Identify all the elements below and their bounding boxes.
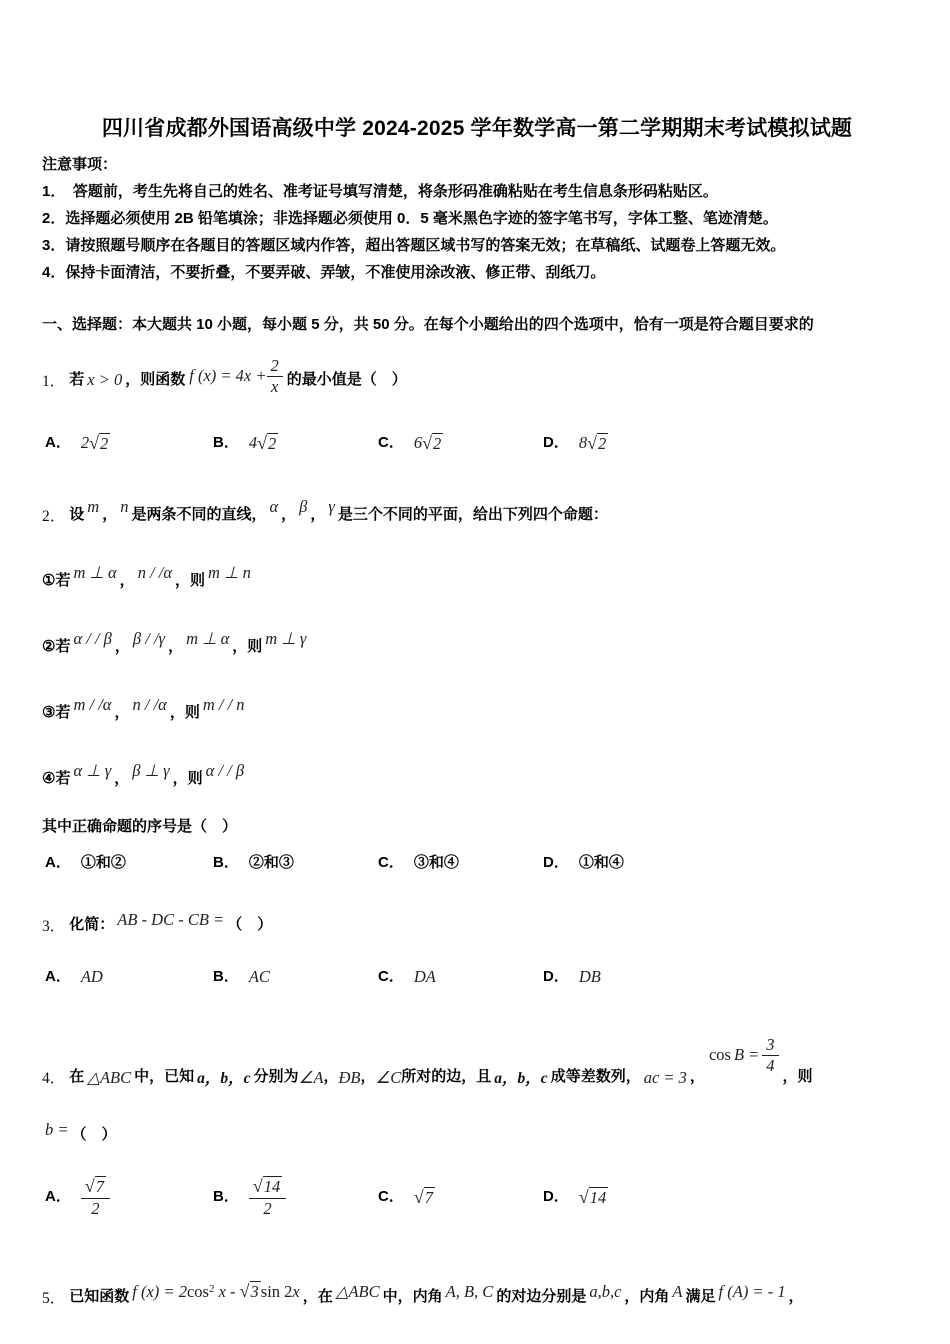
circled-number: ③ [42,704,56,721]
sqrt-radical [414,1187,435,1208]
stem-text: 的对边分别是 [496,1288,587,1305]
stem-text: ， [788,1288,804,1305]
prop-text: 若 [55,770,71,787]
math-coef: 2 [80,433,90,452]
stem-text: 满足 [685,1288,716,1305]
math-inline: △ABC [335,1282,380,1301]
sqrt-radical [422,433,443,454]
circled-number: ② [42,638,56,655]
sqrt-radical [85,1176,106,1197]
prop-text: ， [168,638,184,655]
question-number: 4． [42,1070,66,1087]
proposition-4 [42,748,912,790]
option-label: C． [378,968,404,985]
note-item-2: 2．选择题必须使用 2B 铅笔填涂；非选择题必须使用 0．5 毫米黑色字迹的签字笔书写，字体工整、笔迹清楚。 [42,210,778,227]
sqrt-sign-icon: √ [413,1186,424,1207]
sqrt-sign-icon: √ [239,1281,250,1302]
prop-text: 若 [55,572,71,589]
math-inline: x [292,1282,300,1301]
math-inline: b = [45,1120,69,1139]
radicand: 7 [424,1187,433,1207]
prop-text: 若 [55,638,71,655]
option-d [543,966,912,988]
stem-text: ， [310,506,326,523]
stem-text: 成等差数列， [550,1068,641,1085]
sqrt-sign-icon: √ [422,432,432,453]
proposition-3 [42,682,912,724]
math-inline: α ⊥ γ [73,761,112,780]
question-4-stem [42,1028,912,1088]
sqrt-radical [257,433,278,454]
cosB-formula [709,1036,779,1074]
sqrt-radical [579,1187,608,1208]
math-inline: AB - DC - CB = [117,910,225,929]
note-item-3: 3．请按照题号顺序在各题目的答题区域内作答，超出答题区域书写的答案无效；在草稿纸、试题卷上答题无效。 [42,237,786,254]
q1-formula [189,357,283,395]
prop-text: ， [114,770,130,787]
prop-text: ， [114,638,130,655]
notes-heading: 注意事项： [42,156,118,173]
radicand: 14 [263,1177,281,1197]
math-coef: 6 [413,433,423,452]
math-inline: α / / β [73,629,112,648]
option-math: DB [578,967,601,986]
question-number: 3． [42,918,66,935]
stem-text: 设 [69,506,85,523]
option-label: A． [45,968,71,985]
radicand: 2 [597,433,607,453]
option-text: ②和③ [248,854,294,871]
math-inline: m [87,497,100,516]
fraction-numerator [249,1176,286,1199]
option-a [45,966,213,988]
question-4-answer-line [42,1112,912,1146]
option-text: ①和④ [578,854,624,871]
sqrt-sign-icon: √ [257,432,267,453]
fraction-denominator: 2 [263,1199,272,1219]
section-1-heading: 一、选择题：本大题共 10 小题，每小题 5 分，共 50 分。在每个小题给出的四个选项中，恰有一项是符合题目要求的 [42,316,814,333]
math-inline: m ⊥ α [73,563,117,582]
math-inline: n / /α [137,563,173,582]
radicand: 2 [432,433,442,453]
option-a [45,852,213,874]
sqrt-sign-icon: √ [587,432,597,453]
option-label: A． [45,854,71,871]
option-c [378,966,543,988]
question-number: 2． [42,508,66,525]
option-label: D． [543,968,569,985]
exam-title: 四川省成都外国语高级中学 2024-2025 学年数学高一第二学期期末考试模拟试题 [101,117,853,140]
fraction-denominator: 4 [766,1055,775,1075]
math-inline: A, B, C [445,1282,494,1301]
option-label: B． [213,854,239,871]
sqrt-sign-icon: √ [252,1176,263,1197]
prop-text: ，则 [172,770,203,787]
math-coef: 8 [578,433,588,452]
math-inline: γ [328,497,335,516]
prop-text: 若 [55,704,71,721]
math-function: sin 2 [260,1282,293,1301]
stem-text: 分别为 [253,1068,299,1085]
math-inline: α / / β [205,761,245,780]
math-inline: △ABC [87,1068,132,1087]
stem-text: 在 [69,1068,85,1085]
stem-text: ， [689,1068,705,1085]
sqrt-radical [587,433,608,454]
stem-text: ， [102,506,118,523]
prop-text: ，则 [175,572,206,589]
circled-number: ④ [42,770,56,787]
sqrt-sign-icon: √ [84,1176,95,1197]
note-item-4: 4．保持卡面清洁，不要折叠，不要弄破、弄皱，不准使用涂改液、修正带、刮纸刀。 [42,264,606,281]
option-label: D． [543,434,569,451]
option-c [378,432,543,454]
fraction-denominator: x [270,376,279,396]
sqrt-radical [253,1176,282,1197]
math-function: cos [186,1282,209,1301]
math-inline: x - [214,1282,240,1301]
stem-text: （ ） [227,916,273,933]
math-inline: ac = 3 [643,1068,687,1087]
math-inline: m ⊥ γ [265,629,307,648]
fraction-denominator: 2 [91,1199,100,1219]
option-label: B． [213,434,239,451]
proposition-2 [42,616,912,658]
question-number: 5． [42,1290,66,1307]
math-inline: f (x) = 4x + [189,366,267,385]
prop-text: ，则 [232,638,263,655]
math-inline: A [672,1282,683,1301]
sqrt-sign-icon: √ [89,432,99,453]
option-math: AD [80,967,103,986]
option-b [213,432,378,454]
option-d [543,852,912,874]
option-math: DA [413,967,436,986]
math-inline: β / /γ [132,629,166,648]
stem-text: ， [281,506,297,523]
stem-text: ，则 [782,1068,813,1085]
math-inline: α [269,497,279,516]
math-inline: m / /α [73,695,112,714]
stem-text: 是两条不同的直线， [131,506,267,523]
radicand: 14 [589,1187,607,1207]
q5-function-formula [132,1281,299,1302]
math-inline: a,b,c [589,1282,622,1301]
option-text: ③和④ [413,854,459,871]
stem-text: 已知函数 [69,1288,130,1305]
stem-text: 中，已知 [134,1068,195,1085]
math-bold: a，b，c [494,1070,548,1087]
fraction [249,1176,286,1217]
question-5-stem [42,1264,912,1308]
question-4-options [42,1164,912,1230]
math-inline: m / / n [202,695,245,714]
option-a [45,432,213,454]
fraction [762,1036,778,1074]
option-label: C． [378,1188,404,1205]
radicand: 3 [250,1282,259,1302]
question-2-options [42,852,912,874]
stem-text: ， [323,1068,339,1085]
proposition-1 [42,550,912,592]
option-label: A． [45,434,71,451]
question-3-stem [42,900,912,936]
option-b [213,966,378,988]
math-bold: a，b，c [197,1070,251,1087]
stem-text: ， [360,1068,376,1085]
stem-text: 所对的边，且 [401,1068,492,1085]
math-inline: n / /α [132,695,167,714]
option-text: ①和② [80,854,126,871]
note-item-1: 1． 答题前，考生先将自己的姓名、准考证号填写清楚，将条形码准确粘贴在考生信息条形码粘贴区。 [42,183,718,200]
math-inline: x > 0 [87,370,123,389]
radicand: 7 [95,1177,104,1197]
option-d [543,1164,912,1230]
question-2-stem [42,486,912,526]
option-label: A． [45,1188,71,1205]
fraction [81,1176,110,1217]
stem-text: 的最小值是（ ） [286,371,407,388]
prop-text: ， [114,704,130,721]
math-inline: f (A) = - 1 [718,1282,786,1301]
question-number: 1． [42,373,66,390]
sqrt-sign-icon: √ [578,1186,589,1207]
question-1-stem [42,352,912,408]
math-inline: f (x) = 2 [132,1282,187,1301]
option-b [213,1164,378,1230]
stem-text: 化简： [69,916,115,933]
option-label: D． [543,1188,569,1205]
option-d [543,432,912,454]
option-b [213,852,378,874]
question-2-closing: 其中正确命题的序号是（ ） [42,818,238,835]
stem-text: ，则函数 [125,371,186,388]
stem-text: ，在 [302,1288,333,1305]
option-label: C． [378,434,404,451]
fraction-numerator: 3 [762,1036,778,1055]
stem-text: ，内角 [624,1288,670,1305]
prop-text: ， [119,572,135,589]
math-inline: ∠A [298,1068,324,1087]
option-label: B． [213,1188,239,1205]
math-coef: 4 [248,433,258,452]
option-label: D． [543,854,569,871]
stem-text: 若 [69,371,85,388]
sqrt-radical [240,1281,261,1302]
math-inline: m ⊥ n [208,563,251,582]
stem-text: （ ） [71,1126,117,1143]
fraction-numerator: 2 [267,357,283,376]
math-inline: n [120,497,129,516]
prop-text: ，则 [169,704,200,721]
math-function: cos [708,1045,731,1065]
option-c [378,852,543,874]
math-inline: β [299,497,308,516]
math-inline: m ⊥ α [186,629,230,648]
option-label: C． [378,854,404,871]
math-inline: ∠C [375,1068,402,1087]
radicand: 2 [99,433,109,453]
stem-text: 是三个不同的平面，给出下列四个命题： [337,506,608,523]
radicand: 2 [267,433,277,453]
math-inline: ÐB [338,1068,361,1087]
fraction-numerator [81,1176,110,1199]
option-math: AC [248,967,270,986]
math-inline: B = [733,1045,760,1065]
question-1-options [42,432,912,454]
superscript: 2 [208,1283,215,1295]
math-inline: β ⊥ γ [132,761,170,780]
stem-text: 中，内角 [382,1288,443,1305]
sqrt-radical [89,433,110,454]
option-c [378,1164,543,1230]
circled-number: ① [42,572,56,589]
fraction [267,357,283,395]
option-label: B． [213,968,239,985]
question-3-options [42,966,912,988]
option-a [45,1164,213,1230]
